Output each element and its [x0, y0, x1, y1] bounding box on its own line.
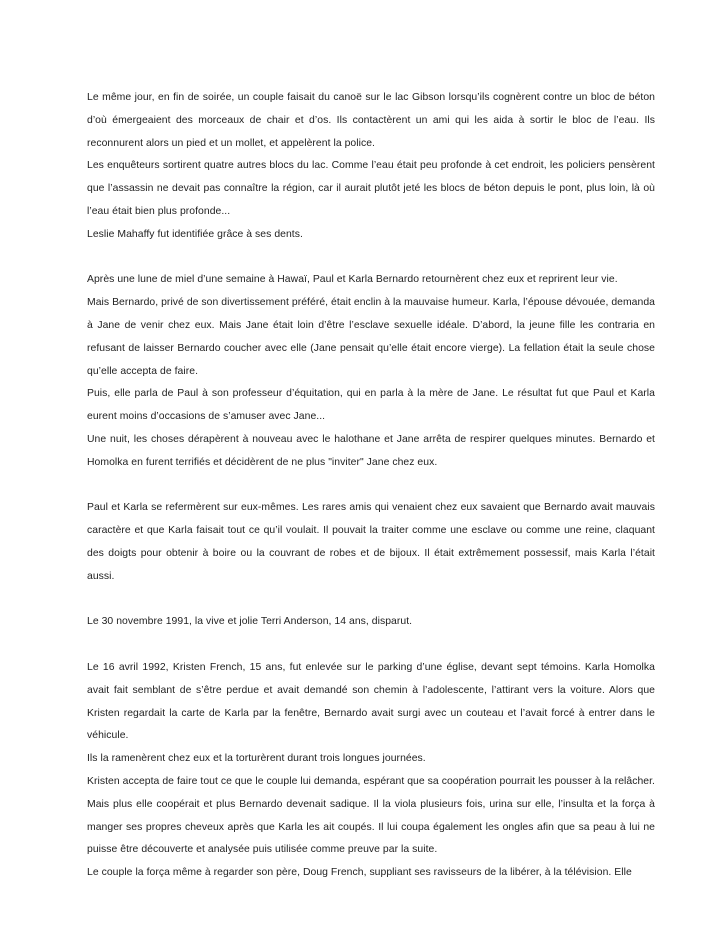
paragraph-lake-discovery: Le même jour, en fin de soirée, un couple faisait du canoë sur le lac Gibson lorsqu’ils cognèrent contre un bloc de béton d’où émergeaient des morceaux de chair et d’os. Ils contactèrent un ami qui les aida à sortir le bloc de l’eau. Ils reconnurent alors un pied et un mollet, et appelèrent la police.: [87, 92, 655, 149]
paragraph-investigators: Les enquêteurs sortirent quatre autres blocs du lac. Comme l’eau était peu profonde à cet endroit, les policiers pensèrent que l’assassin ne devait pas connaître la région, car il aurait plutôt jeté les blocs de béton depuis le pont, plus loin, là où l’eau était bien plus profonde...: [87, 160, 655, 217]
paragraph-spacer: [87, 247, 655, 270]
paragraph-spacer: [87, 475, 655, 498]
paragraph-identification: Leslie Mahaffy fut identifiée grâce à ses dents.: [87, 228, 303, 240]
paragraph-kristen-abduction: Le 16 avril 1992, Kristen French, 15 ans, fut enlevée sur le parking d’une église, devant sept témoins. Karla Homolka avait fait semblant de s’être perdue et avait demandé son chemin à l’adolescente, l’attirant vers la voiture. Alors que Kristen regardait la carte de Karla par la fenêtre, Bernardo avait surgi avec un couteau et l’avait forcé à entrer dans le véhicule.: [87, 661, 655, 742]
paragraph-father-tv: Le couple la força même à regarder son père, Doug French, suppliant ses ravisseurs de la libérer, à la télévision. Elle: [87, 867, 632, 879]
paragraph-three-days: Ils la ramenèrent chez eux et la torturèrent durant trois longues journées.: [87, 753, 426, 765]
paragraph-kristen-cooperation: Kristen accepta de faire tout ce que le couple lui demanda, espérant que sa coopération pourrait les pousser à la relâcher. Mais plus elle coopérait et plus Bernardo devenait sadique. Il la viola plusieurs fois, urina sur elle, l’insulta et la força à manger ses propres cheveux après que Karla les ait coupés. Il lui coupa également les ongles afin que sa peau à lui ne puisse être découverte et analysée puis utilisée comme preuve par la suite.: [87, 775, 655, 856]
paragraph-terri-anderson: Le 30 novembre 1991, la vive et jolie Terri Anderson, 14 ans, disparut.: [87, 616, 413, 628]
paragraph-spacer: [87, 589, 655, 612]
document-body: [87, 87, 655, 885]
paragraph-halothane: Une nuit, les choses dérapèrent à nouveau avec le halothane et Jane arrêta de respirer quelques minutes. Bernardo et Homolka en furent terrifiés et décidèrent de ne plus "inviter" Jane chez eux.: [87, 433, 655, 468]
paragraph-riding-teacher: Puis, elle parla de Paul à son professeur d’équitation, qui en parla à la mère de Jane. Le résultat fut que Paul et Karla eurent moins d’occasions de s’amuser avec Jane...: [87, 388, 655, 423]
paragraph-jane-invited: Mais Bernardo, privé de son divertissement préféré, était enclin à la mauvaise humeur. Karla, l’épouse dévouée, demanda à Jane de venir chez eux. Mais Jane était loin d’être l’esclave sexuelle idéale. D’abord, la jeune fille les contraria en refusant de laisser Bernardo coucher avec elle (Jane pensait qu’elle était encore vierge). La fellation était la seule chose qu’elle accepta de faire.: [87, 297, 655, 377]
paragraph-spacer: [87, 634, 655, 657]
paragraph-honeymoon: Après une lune de miel d’une semaine à Hawaï, Paul et Karla Bernardo retournèrent chez eux et reprirent leur vie.: [87, 274, 618, 286]
paragraph-withdrawn-couple: Paul et Karla se refermèrent sur eux-mêmes. Les rares amis qui venaient chez eux savaient que Bernardo avait mauvais caractère et que Karla faisait tout ce qu’il voulait. Il pouvait la traiter comme une esclave ou comme une reine, claquant des doigts pour obtenir à boire ou la couvrant de robes et de bijoux. Il était extrêmement possessif, mais Karla l’était aussi.: [87, 502, 655, 582]
